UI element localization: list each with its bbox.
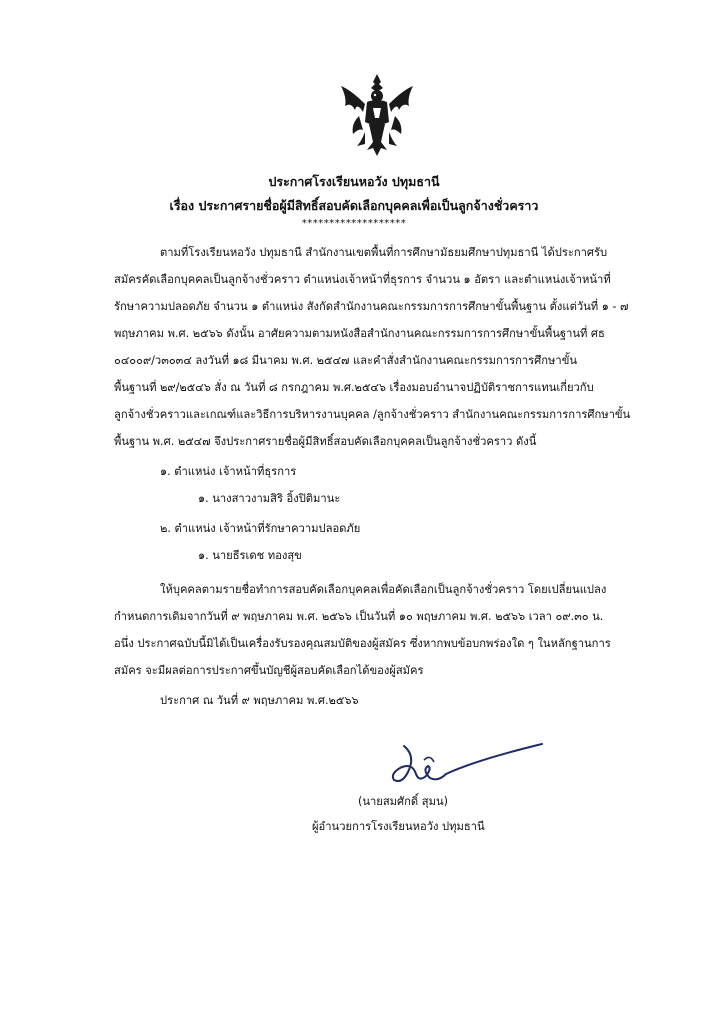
para1-line: ๐๔๐๐๙/ว๓๐๓๔ ลงวันที่ ๑๘ มีนาคม พ.ศ. ๒๕๔๗ และคำสั่งสำนักงานคณะกรรมการการศึกษาขั้น [114,354,578,367]
para1-line: พฤษภาคม พ.ศ. ๒๕๖๖ ดังนั้น อาศัยความตามหนังสือสำนักงานคณะกรรมการการศึกษาขั้นพื้นฐานที่ ศธ [114,327,605,340]
position-2-heading: ๒. ตำแหน่ง เจ้าหน้าที่รักษาความปลอดภัย [160,522,361,535]
para2-line: สมัคร จะมีผลต่อการประกาศขึ้นบัญชีผู้สอบคัดเลือกได้ของผู้สมัคร [114,664,424,677]
garuda-emblem-icon [337,72,417,158]
para1-line: สมัครคัดเลือกบุคคลเป็นลูกจ้างชั่วคราว ตำแหน่งเจ้าหน้าที่ธุรการ จำนวน ๑ อัตรา และตำแหน่งเจ้าหน้าที่ [114,273,611,286]
position-2-candidate: ๑. นายธีรเดช ทองสุข [198,549,302,562]
announcement-subject: เรื่อง ประกาศรายชื่อผู้มีสิทธิ์สอบคัดเลือกบุคคลเพื่อเป็นลูกจ้างชั่วคราว [169,198,539,213]
signatory-position: ผู้อำนวยการโรงเรียนหอวัง ปทุมธานี [312,820,485,833]
para2-line: อนึ่ง ประกาศฉบับนี้มิได้เป็นเครื่องรับรองคุณสมบัติของผู้สมัคร ซึ่งหากพบข้อบกพร่องใด ๆ ในหลักฐานการ [114,637,611,650]
position-1-heading: ๑. ตำแหน่ง เจ้าหน้าที่ธุรการ [160,465,297,478]
signature-image [386,736,546,792]
para1-line: ตามที่โรงเรียนหอวัง ปทุมธานี สำนักงานเขตพื้นที่การศึกษามัธยมศึกษาปทุมธานี ได้ประกาศรับ [160,246,608,259]
para1-line: พื้นฐาน พ.ศ. ๒๕๔๗ จึงประกาศรายชื่อผู้มีสิทธิ์สอบคัดเลือกบุคคลเป็นลูกจ้างชั่วคราว ดังนี้ [114,435,537,448]
para1-line: รักษาความปลอดภัย จำนวน ๑ ตำแหน่ง สังกัดสำนักงานคณะกรรมการการศึกษาขั้นพื้นฐาน ตั้งแต่วันที่ ๑ - ๗ [114,300,629,313]
para2-line: กำหนดการเดิมจากวันที่ ๙ พฤษภาคม พ.ศ. ๒๕๖๖ เป็นวันที่ ๑๐ พฤษภาคม พ.ศ. ๒๕๖๖ เวลา ๐๙.๓๐ น. [114,610,604,623]
para2-line: ให้บุคคลตามรายชื่อทำการสอบคัดเลือกบุคคลเพื่อคัดเลือกเป็นลูกจ้างชั่วคราว โดยเปลี่ยนแปลง [160,583,607,596]
signatory-name: (นายสมศักดิ์ สุมน) [358,795,448,808]
position-1-candidate: ๑. นางสาวงามสิริ อิ้งปิติมานะ [198,492,341,505]
para1-line: ลูกจ้างชั่วคราวและเกณฑ์และวิธีการบริหารงานบุคคล /ลูกจ้างชั่วคราว สำนักงานคณะกรรมการการศึกษาขั้น [114,408,631,421]
announce-date: ประกาศ ณ วันที่ ๙ พฤษภาคม พ.ศ.๒๕๖๖ [160,694,359,707]
title-separator: ******************* [301,218,407,229]
announcement-title: ประกาศโรงเรียนหอวัง ปทุมธานี [268,174,440,189]
para1-line: พื้นฐานที่ ๒๙/๒๕๔๖ สั่ง ณ วันที่ ๘ กรกฎาคม พ.ศ.๒๕๔๖ เรื่องมอบอำนาจปฏิบัติราชการแทนเกี่ยวกับ [114,381,594,394]
